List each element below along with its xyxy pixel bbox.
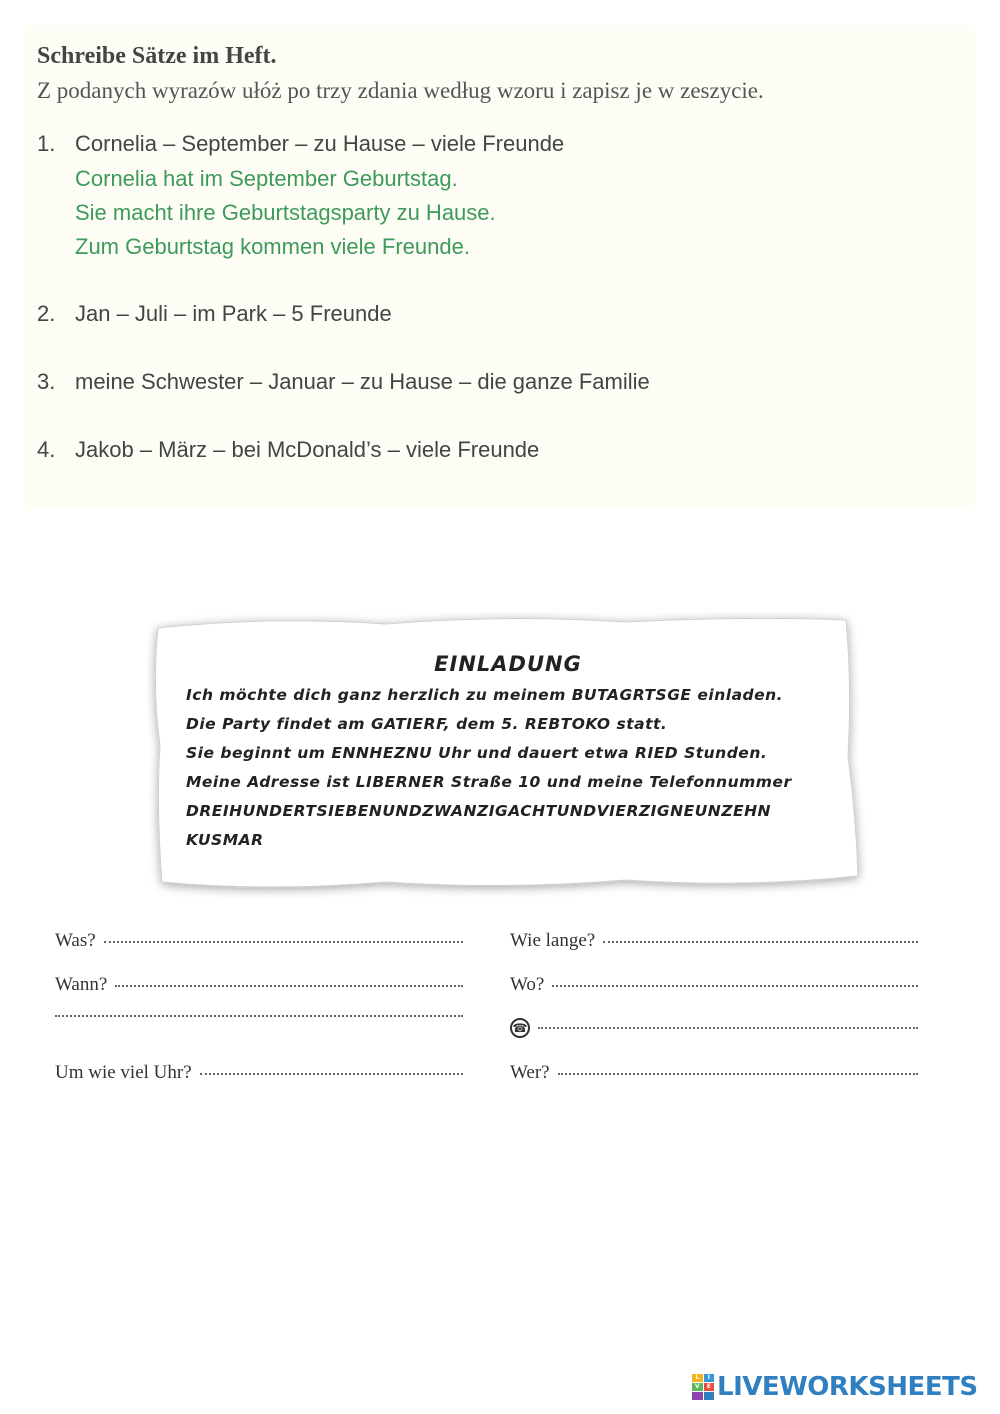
invitation-line-6: KUSMAR bbox=[186, 831, 264, 849]
logo-mark-icon bbox=[692, 1374, 714, 1400]
exercise-instruction: Z podanych wyrazów ułóż po trzy zdania według wzoru i zapisz je w zeszycie. bbox=[37, 78, 764, 103]
question-wer bbox=[510, 1062, 918, 1084]
example-sentence-1: Cornelia hat im September Geburtstag. bbox=[75, 166, 458, 191]
question-wann-label: Wann? bbox=[55, 974, 108, 995]
item-number: 2. bbox=[37, 301, 56, 326]
question-wie-lange-label: Wie lange? bbox=[510, 930, 596, 951]
question-wann bbox=[55, 974, 463, 996]
exercise-box bbox=[25, 25, 975, 510]
exercise-title: Schreibe Sätze im Heft. bbox=[37, 43, 277, 69]
invitation-line-1: Ich möchte dich ganz herzlich zu meinem BUTAGRTSGE einladen. bbox=[186, 686, 784, 704]
answer-line-wann[interactable] bbox=[115, 985, 463, 987]
item-words: Jakob – März – bei McDonald’s – viele Freunde bbox=[75, 437, 540, 462]
exercise-item-2 bbox=[37, 301, 392, 327]
question-wie-lange bbox=[510, 930, 918, 952]
question-was bbox=[55, 930, 463, 952]
question-blank bbox=[55, 1018, 463, 1020]
question-uhr-label: Um wie viel Uhr? bbox=[55, 1062, 192, 1083]
logo-cell: L bbox=[692, 1374, 703, 1382]
answer-line-wo[interactable] bbox=[552, 985, 918, 987]
answer-line-wie-lange[interactable] bbox=[603, 941, 918, 943]
item-number: 4. bbox=[37, 437, 56, 462]
logo-cell: I bbox=[704, 1374, 715, 1382]
invitation-title: EINLADUNG bbox=[434, 652, 582, 676]
liveworksheets-logo bbox=[692, 1372, 978, 1402]
logo-cell bbox=[692, 1392, 703, 1400]
invitation-line-2: Die Party findet am GATIERF, dem 5. REBTOKO statt. bbox=[186, 715, 668, 733]
invitation-line-4: Meine Adresse ist LIBERNER Straße 10 und meine Telefonnummer bbox=[186, 773, 792, 791]
question-phone bbox=[510, 1018, 918, 1038]
item-number: 1. bbox=[37, 131, 56, 156]
answer-line-blank[interactable] bbox=[55, 1015, 463, 1017]
answer-line-phone[interactable] bbox=[538, 1027, 918, 1029]
question-wo bbox=[510, 974, 918, 996]
answer-line-uhr[interactable] bbox=[200, 1073, 463, 1075]
exercise-item-3 bbox=[37, 369, 650, 395]
exercise-item-1 bbox=[37, 131, 564, 157]
example-sentence-3: Zum Geburtstag kommen viele Freunde. bbox=[75, 234, 470, 259]
invitation-card bbox=[158, 622, 858, 884]
question-wo-label: Wo? bbox=[510, 974, 545, 995]
answer-line-was[interactable] bbox=[104, 941, 463, 943]
question-wer-label: Wer? bbox=[510, 1062, 550, 1083]
item-words: Cornelia – September – zu Hause – viele Freunde bbox=[75, 131, 565, 156]
invitation-line-5: DREIHUNDERTSIEBENUNDZWANZIGACHTUNDVIERZIGNEUNZEHN bbox=[186, 802, 772, 820]
item-words: meine Schwester – Januar – zu Hause – die ganze Familie bbox=[75, 369, 650, 394]
question-was-label: Was? bbox=[55, 930, 96, 951]
logo-cell: V bbox=[692, 1383, 703, 1391]
question-uhr bbox=[55, 1062, 463, 1084]
invitation-line-3: Sie beginnt um ENNHEZNU Uhr und dauert etwa RIED Stunden. bbox=[186, 744, 768, 762]
logo-cell bbox=[704, 1392, 715, 1400]
phone-icon: ☎ bbox=[510, 1018, 530, 1038]
answer-line-wer[interactable] bbox=[558, 1073, 918, 1075]
logo-cell: E bbox=[704, 1383, 715, 1391]
exercise-item-4 bbox=[37, 437, 539, 463]
example-sentence-2: Sie macht ihre Geburtstagsparty zu Hause. bbox=[75, 200, 496, 225]
logo-text: LIVEWORKSHEETS bbox=[717, 1372, 978, 1402]
item-words: Jan – Juli – im Park – 5 Freunde bbox=[75, 301, 392, 326]
item-number: 3. bbox=[37, 369, 56, 394]
